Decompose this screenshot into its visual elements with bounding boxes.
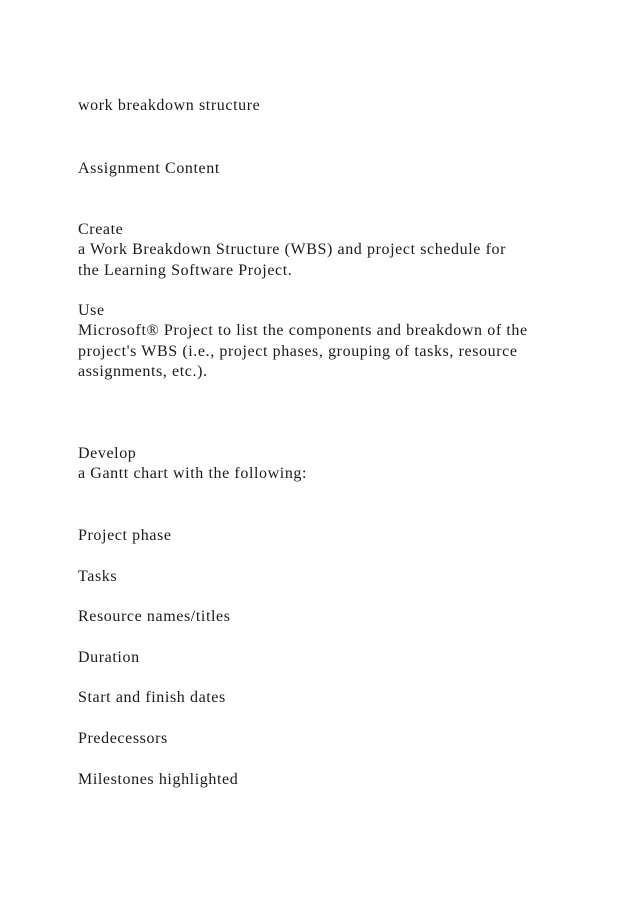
use-line-1: Microsoft® Project to list the components and breakdown of the: [78, 322, 528, 339]
list-item: Project phase: [78, 527, 172, 544]
document-title: work breakdown structure: [78, 97, 261, 114]
list-item: Predecessors: [78, 730, 168, 747]
develop-line-1: a Gantt chart with the following:: [78, 465, 308, 482]
develop-verb: Develop: [78, 445, 137, 462]
use-verb: Use: [78, 302, 105, 319]
section-heading: Assignment Content: [78, 160, 220, 177]
create-line-2: the Learning Software Project.: [78, 262, 293, 279]
list-item: Resource names/titles: [78, 608, 231, 625]
use-line-3: assignments, etc.).: [78, 363, 208, 380]
list-item: Duration: [78, 649, 140, 666]
list-item: Milestones highlighted: [78, 771, 239, 788]
create-verb: Create: [78, 221, 124, 238]
list-item: Start and finish dates: [78, 689, 226, 706]
use-line-2: project's WBS (i.e., project phases, grouping of tasks, resource: [78, 343, 518, 360]
create-line-1: a Work Breakdown Structure (WBS) and project schedule for: [78, 241, 507, 258]
list-item: Tasks: [78, 568, 118, 585]
